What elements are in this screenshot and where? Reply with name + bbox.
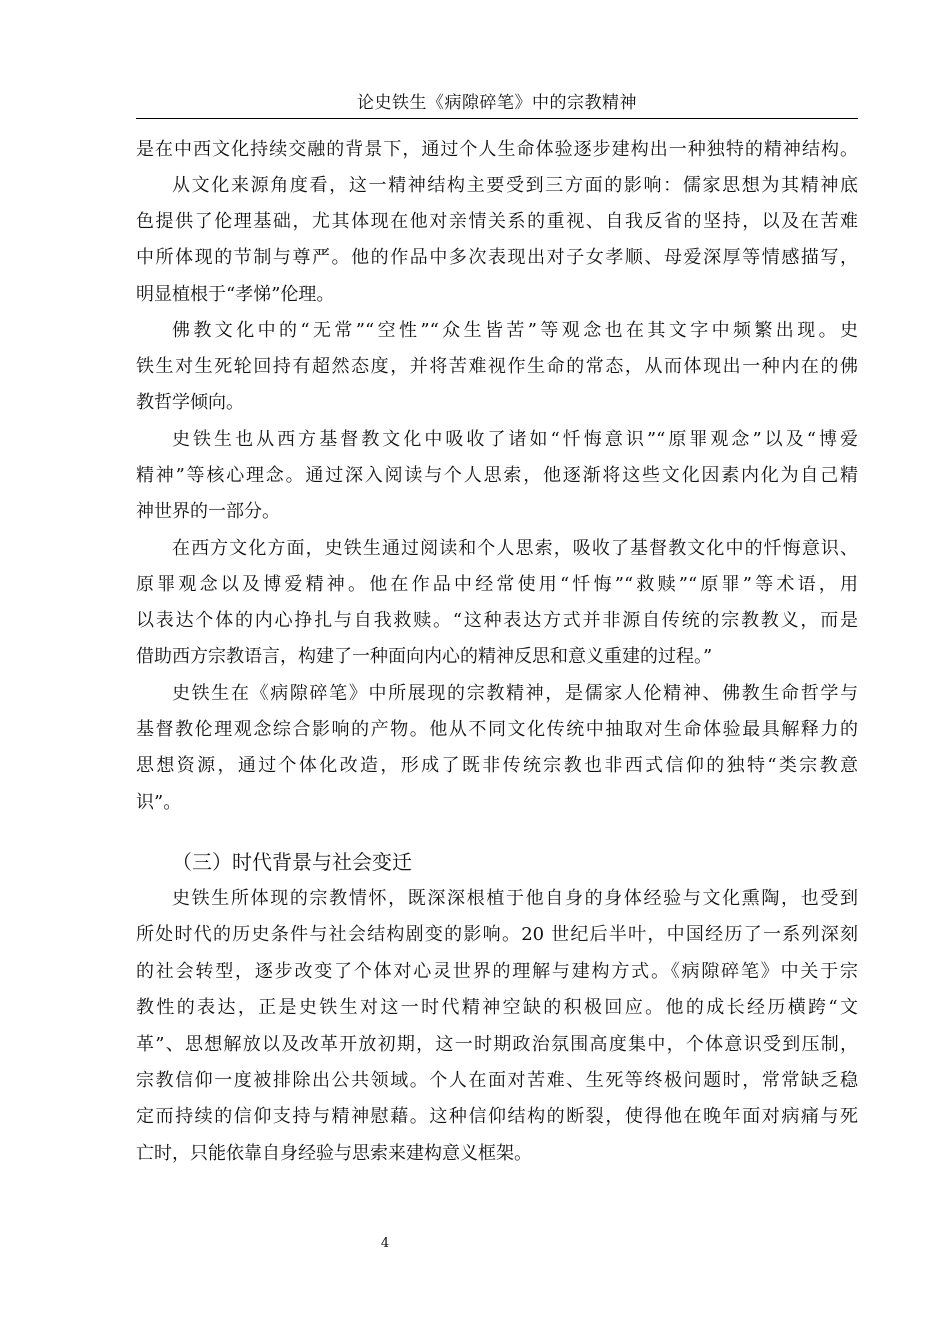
- text-line: 史铁生在《病隙碎笔》中所展现的宗教精神，是儒家人伦精神、佛教生命哲学与: [172, 683, 858, 704]
- text-line: 佛教文化中的“无常”“空性”“众生皆苦”等观念也在其文字中频繁出现。史: [172, 320, 858, 341]
- text-line: 的社会转型，逐步改变了个体对心灵世界的理解与建构方式。《病隙碎笔》中关于宗: [136, 961, 858, 982]
- text-line: 史铁生所体现的宗教情怀，既深深根植于他自身的身体经验与文化熏陶，也受到: [172, 888, 858, 909]
- text-line: 明显植根于“孝悌”伦理。: [136, 284, 335, 305]
- text-line: 教性的表达，正是史铁生对这一时代精神空缺的积极回应。他的成长经历横跨“文: [136, 997, 858, 1018]
- text-line: 原罪观念以及博爱精神。他在作品中经常使用“忏悔”“救赎”“原罪”等术语，用: [136, 574, 858, 595]
- text-line: 铁生对生死轮回持有超然态度，并将苦难视作生命的常态，从而体现出一种内在的佛: [136, 356, 858, 377]
- text-line: 所处时代的历史条件与社会结构剧变的影响。20 世纪后半叶，中国经历了一系列深刻: [136, 924, 858, 945]
- page-number: 4: [380, 1236, 390, 1251]
- text-line: 思想资源，通过个体化改造，形成了既非传统宗教也非西式信仰的独特“类宗教意: [136, 755, 858, 776]
- text-line: 精神”等核心理念。通过深入阅读与个人思索，他逐渐将这些文化因素内化为自己精: [136, 465, 858, 486]
- text-line: 教哲学倾向。: [136, 392, 244, 413]
- text-line: 基督教伦理观念综合影响的产物。他从不同文化传统中抽取对生命体验最具解释力的: [136, 719, 858, 740]
- text-line: 亡时，只能依靠自身经验与思索来建构意义框架。: [136, 1143, 532, 1164]
- text-line: 史铁生也从西方基督教文化中吸收了诸如“忏悔意识”“原罪观念”以及“博爱: [172, 429, 858, 450]
- text-line: 定而持续的信仰支持与精神慰藉。这种信仰结构的断裂，使得他在晚年面对病痛与死: [136, 1106, 858, 1127]
- section-heading: （三）时代背景与社会变迁: [172, 850, 412, 874]
- text-line: 中所体现的节制与尊严。他的作品中多次表现出对子女孝顺、母爱深厚等情感描写，: [136, 247, 858, 268]
- text-line: 宗教信仰一度被排除出公共领域。个人在面对苦难、生死等终极问题时，常常缺乏稳: [136, 1070, 858, 1091]
- text-line: 识”。: [136, 792, 182, 813]
- text-line: 是在中西文化持续交融的背景下，通过个人生命体验逐步建构出一种独特的精神结构。: [136, 139, 858, 160]
- text-line: 从文化来源角度看，这一精神结构主要受到三方面的影响：儒家思想为其精神底: [172, 175, 858, 196]
- page-header-title: 论史铁生《病隙碎笔》中的宗教精神: [136, 92, 858, 119]
- text-line: 神世界的一部分。: [136, 501, 280, 522]
- text-line: 借助西方宗教语言，构建了一种面向内心的精神反思和意义重建的过程。”: [136, 646, 713, 667]
- text-line: 色提供了伦理基础，尤其体现在他对亲情关系的重视、自我反省的坚持，以及在苦难: [136, 211, 858, 232]
- text-line: 在西方文化方面，史铁生通过阅读和个人思索，吸收了基督教文化中的忏悔意识、: [172, 538, 858, 559]
- text-line: 革”、思想解放以及改革开放初期，这一时期政治氛围高度集中，个体意识受到压制，: [136, 1034, 858, 1055]
- text-line: 以表达个体的内心挣扎与自我救赎。“这种表达方式并非源自传统的宗教教义，而是: [136, 610, 858, 631]
